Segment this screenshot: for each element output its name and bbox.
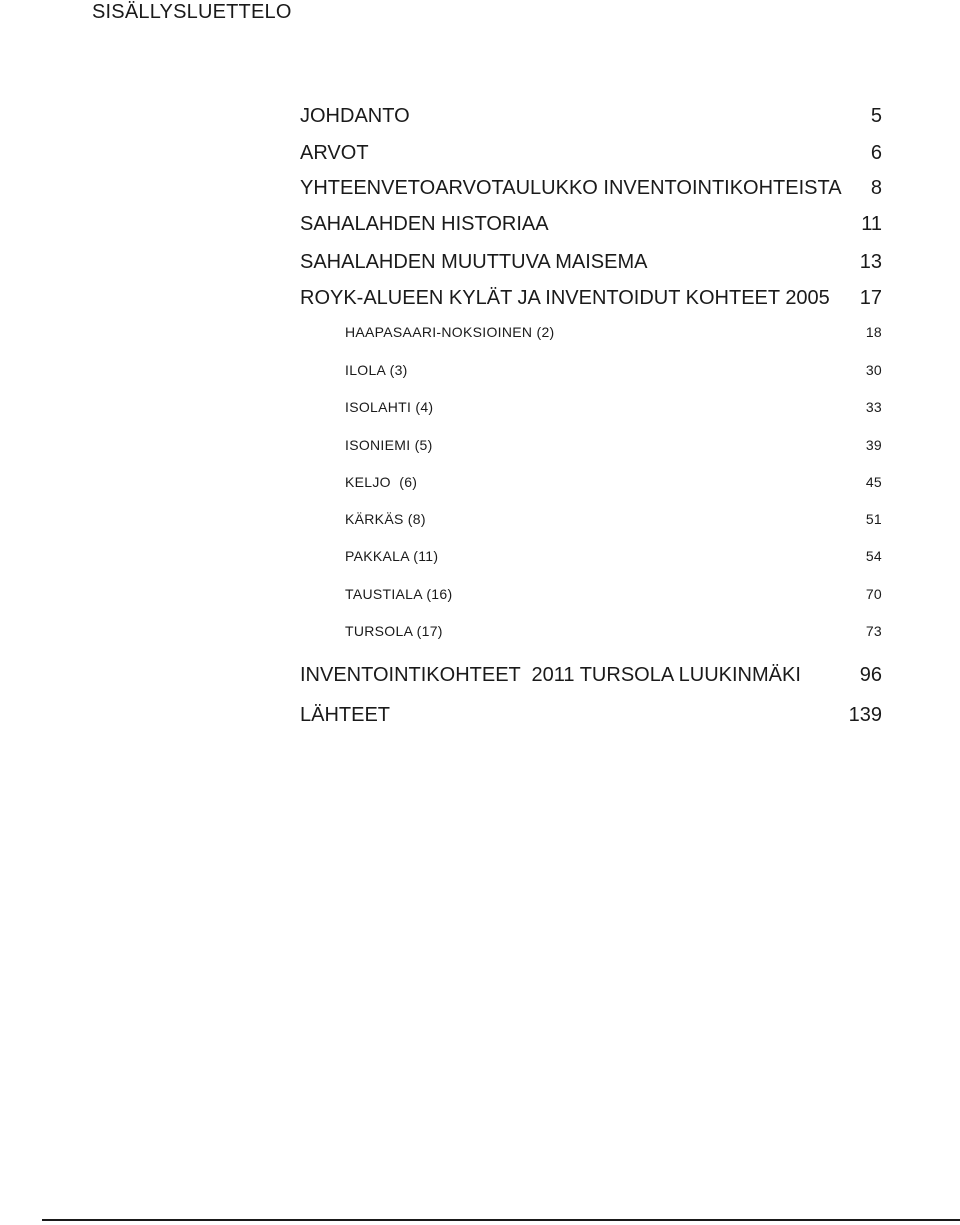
toc-entry-label: INVENTOINTIKOHTEET 2011 TURSOLA LUUKINMÄKI [300,664,801,686]
toc-subentry[interactable] [345,436,882,454]
toc-entry-page: 8 [870,177,882,199]
toc-entry-label: KELJO (6) [345,474,418,490]
toc-entry-label: KÄRKÄS (8) [345,511,426,527]
toc-subentry[interactable] [345,510,882,528]
toc-subentry[interactable] [345,473,882,491]
toc-entry-label: HAAPASAARI-NOKSIOINEN (2) [345,324,555,340]
toc-entry-label: ARVOT [300,142,369,164]
toc-entry-label: SAHALAHDEN HISTORIAA [300,213,549,235]
toc-entry[interactable] [300,250,882,274]
toc-entry[interactable] [300,663,882,687]
toc-entry-page: 13 [859,251,882,273]
toc-entry-page: 70 [865,586,882,602]
toc-entry-label: JOHDANTO [300,105,410,127]
toc-entry-label: ILOLA (3) [345,362,408,378]
toc-entry-page: 96 [859,664,882,686]
toc-entry-label: ISOLAHTI (4) [345,399,434,415]
toc-entry-label: SAHALAHDEN MUUTTUVA MAISEMA [300,251,648,273]
toc-entry-label: YHTEENVETOARVOTAULUKKO INVENTOINTIKOHTEISTA [300,177,842,199]
footer-divider [42,1219,960,1221]
toc-entry-page: 17 [859,287,882,309]
toc-subentry[interactable] [345,323,882,341]
toc-entry-page: 18 [865,324,882,340]
toc-subentry[interactable] [345,547,882,565]
toc-entry-page: 45 [865,474,882,490]
toc-subentry[interactable] [345,585,882,603]
toc-entry-page: 5 [870,105,882,127]
toc-entry-page: 139 [848,704,882,726]
toc-entry[interactable] [300,212,882,236]
toc-entry-page: 33 [865,399,882,415]
toc-entry-label: PAKKALA (11) [345,548,439,564]
toc-entry[interactable] [300,703,882,727]
toc-entry-label: ROYK-ALUEEN KYLÄT JA INVENTOIDUT KOHTEET 2005 [300,287,830,309]
toc-entry-page: 39 [865,437,882,453]
toc-entry[interactable] [300,286,882,310]
toc-entry[interactable] [300,104,882,128]
toc-entry-label: TAUSTIALA (16) [345,586,453,602]
toc-entry-page: 51 [865,511,882,527]
toc-entry-label: ISONIEMI (5) [345,437,433,453]
toc-entry-page: 73 [865,623,882,639]
toc-subentry[interactable] [345,361,882,379]
page-title: SISÄLLYSLUETTELO [92,1,292,23]
toc-subentry[interactable] [345,398,882,416]
toc-entry[interactable] [300,176,882,200]
toc-entry-page: 30 [865,362,882,378]
toc-entry-page: 6 [870,142,882,164]
toc-subentry[interactable] [345,622,882,640]
toc-entry-page: 11 [861,213,882,235]
toc-entry[interactable] [300,141,882,165]
toc-entry-label: LÄHTEET [300,704,391,726]
toc-entry-page: 54 [865,548,882,564]
toc-entry-label: TURSOLA (17) [345,623,443,639]
